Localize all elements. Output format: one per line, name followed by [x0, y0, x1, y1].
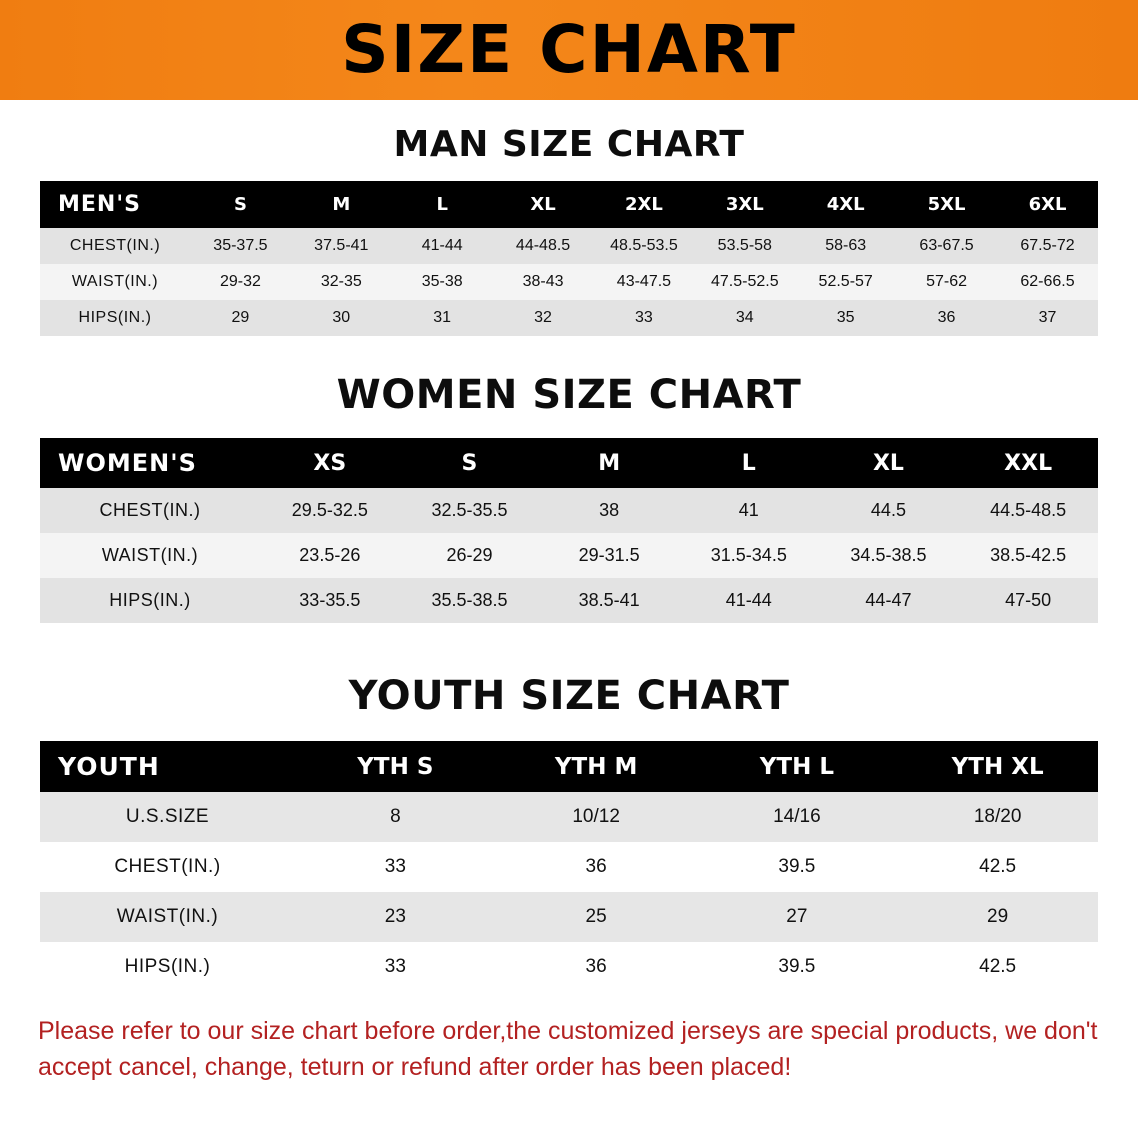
man-row-1-cell-7: 52.5-57	[818, 273, 873, 290]
women-table-wrapper	[40, 438, 1098, 623]
man-header-cell-0: MEN'S	[58, 192, 141, 217]
man-table-header-row	[40, 181, 1098, 228]
man-row-0-cell-9: 67.5-72	[1020, 237, 1075, 254]
youth-row-2-cell-4: 29	[987, 906, 1009, 927]
women-row-1-cell-3: 29-31.5	[578, 545, 640, 565]
page-title: SIZE CHART	[341, 11, 797, 88]
women-row-0-cell-0: CHEST(IN.)	[99, 500, 201, 520]
man-row-1-cell-3: 35-38	[421, 273, 463, 290]
women-row-0-cell-1: 29.5-32.5	[291, 500, 368, 520]
women-header-cell-0: WOMEN'S	[58, 449, 197, 477]
man-header-cell-5: 2XL	[625, 194, 663, 215]
man-row-1-cell-5: 43-47.5	[616, 273, 672, 290]
youth-header-cell-0: YOUTH	[58, 752, 160, 781]
women-header-cell-4: L	[741, 450, 756, 476]
youth-row-3-cell-2: 36	[585, 956, 607, 977]
youth-row-1-cell-3: 39.5	[778, 856, 816, 877]
man-row-2-cell-9: 37	[1038, 309, 1057, 326]
women-row-0-cell-2: 32.5-35.5	[431, 500, 508, 520]
man-row-2-cell-1: 29	[231, 309, 250, 326]
table-row	[40, 792, 1098, 842]
page-banner	[0, 0, 1138, 100]
women-row-2-cell-5: 44-47	[865, 590, 912, 610]
man-table-wrapper	[40, 181, 1098, 336]
man-header-cell-7: 4XL	[826, 194, 865, 215]
youth-row-1-cell-4: 42.5	[979, 856, 1017, 877]
youth-row-1-cell-2: 36	[585, 856, 607, 877]
man-row-1-cell-9: 62-66.5	[1020, 273, 1075, 290]
women-header-cell-5: XL	[872, 450, 904, 476]
man-row-1-cell-8: 57-62	[926, 273, 968, 290]
youth-row-0-cell-1: 8	[390, 806, 401, 827]
women-header-cell-3: M	[598, 450, 621, 476]
youth-row-0-cell-2: 10/12	[572, 806, 620, 827]
women-row-0-cell-3: 38	[599, 500, 620, 520]
youth-row-2-cell-1: 23	[384, 906, 406, 927]
women-row-0-cell-5: 44.5	[870, 500, 906, 520]
women-row-1-cell-2: 26-29	[446, 545, 493, 565]
youth-header-cell-1: YTH S	[357, 753, 434, 780]
youth-row-3-cell-3: 39.5	[778, 956, 816, 977]
women-row-1-cell-5: 34.5-38.5	[850, 545, 927, 565]
man-row-2-cell-0: HIPS(IN.)	[78, 309, 152, 326]
man-row-1-cell-0: WAIST(IN.)	[71, 273, 159, 290]
women-row-2-cell-2: 35.5-38.5	[431, 590, 508, 610]
women-row-2-cell-3: 38.5-41	[578, 590, 640, 610]
table-row	[40, 533, 1098, 578]
women-row-2-cell-6: 47-50	[1005, 590, 1052, 610]
women-row-0-cell-4: 41	[738, 500, 759, 520]
women-row-2-cell-0: HIPS(IN.)	[109, 590, 191, 610]
women-header-cell-6: XXL	[1004, 450, 1053, 476]
youth-row-2-cell-2: 25	[585, 906, 607, 927]
man-row-2-cell-7: 35	[836, 309, 855, 326]
youth-header-cell-4: YTH XL	[951, 753, 1044, 780]
youth-size-table	[40, 741, 1098, 992]
women-table-header-row	[40, 438, 1098, 488]
man-row-0-cell-4: 44-48.5	[515, 237, 571, 254]
man-header-cell-8: 5XL	[927, 194, 966, 215]
youth-header-cell-2: YTH M	[554, 753, 638, 780]
man-header-cell-6: 3XL	[725, 194, 764, 215]
table-row	[40, 842, 1098, 892]
women-row-1-cell-1: 23.5-26	[299, 545, 361, 565]
youth-row-3-cell-4: 42.5	[979, 956, 1017, 977]
man-header-cell-9: 6XL	[1028, 194, 1067, 215]
youth-row-3-cell-1: 33	[384, 956, 406, 977]
youth-row-2-cell-0: WAIST(IN.)	[116, 906, 219, 927]
man-row-0-cell-6: 53.5-58	[717, 237, 772, 254]
youth-row-3-cell-0: HIPS(IN.)	[124, 956, 211, 977]
man-row-2-cell-4: 32	[534, 309, 552, 326]
man-row-1-cell-4: 38-43	[522, 273, 564, 290]
youth-table-wrapper	[40, 741, 1098, 992]
man-row-1-cell-2: 32-35	[320, 273, 362, 290]
man-row-2-cell-5: 33	[635, 309, 653, 326]
man-row-1-cell-6: 47.5-52.5	[711, 273, 779, 290]
women-row-2-cell-4: 41-44	[725, 590, 772, 610]
youth-row-1-cell-0: CHEST(IN.)	[114, 856, 221, 877]
man-row-2-cell-6: 34	[735, 309, 754, 326]
man-section-heading: MAN SIZE CHART	[393, 124, 745, 165]
table-row	[40, 578, 1098, 623]
youth-row-1-cell-1: 33	[384, 856, 406, 877]
man-row-0-cell-0: CHEST(IN.)	[69, 237, 161, 254]
table-row	[40, 264, 1098, 300]
man-row-2-cell-8: 36	[937, 309, 956, 326]
man-row-0-cell-2: 37.5-41	[314, 237, 369, 254]
youth-row-2-cell-3: 27	[786, 906, 808, 927]
man-header-cell-3: L	[436, 194, 448, 215]
table-row	[40, 942, 1098, 992]
youth-row-0-cell-0: U.S.SIZE	[125, 806, 210, 827]
man-size-table	[40, 181, 1098, 336]
man-row-2-cell-2: 30	[332, 309, 351, 326]
man-row-0-cell-1: 35-37.5	[213, 237, 268, 254]
women-row-1-cell-6: 38.5-42.5	[990, 545, 1067, 565]
youth-section-heading: YOUTH SIZE CHART	[348, 673, 790, 719]
man-header-cell-4: XL	[530, 194, 556, 215]
man-row-0-cell-7: 58-63	[825, 237, 867, 254]
table-row	[40, 488, 1098, 533]
table-row	[40, 300, 1098, 336]
women-row-2-cell-1: 33-35.5	[299, 590, 361, 610]
man-row-0-cell-8: 63-67.5	[919, 237, 974, 254]
women-row-1-cell-0: WAIST(IN.)	[101, 545, 199, 565]
youth-row-0-cell-4: 18/20	[973, 806, 1022, 827]
youth-table-header-row	[40, 741, 1098, 792]
man-header-cell-2: M	[332, 194, 351, 215]
man-row-2-cell-3: 31	[433, 309, 452, 326]
man-row-1-cell-1: 29-32	[219, 273, 261, 290]
man-row-0-cell-5: 48.5-53.5	[610, 237, 678, 254]
youth-row-0-cell-3: 14/16	[773, 806, 821, 827]
women-row-0-cell-6: 44.5-48.5	[990, 500, 1067, 520]
table-row	[40, 892, 1098, 942]
women-section-heading: WOMEN SIZE CHART	[336, 372, 802, 418]
women-size-table	[40, 438, 1098, 623]
youth-header-cell-3: YTH L	[759, 753, 834, 780]
women-header-cell-1: XS	[313, 450, 347, 476]
man-row-0-cell-3: 41-44	[421, 237, 463, 254]
women-header-cell-2: S	[461, 450, 478, 476]
man-header-cell-1: S	[233, 194, 247, 215]
women-row-1-cell-4: 31.5-34.5	[710, 545, 787, 565]
disclaimer-note: Please refer to our size chart before order,the customized jerseys are special products, we don't accept cancel, change, teturn or refund after order has been placed!	[38, 1017, 1098, 1081]
table-row	[40, 228, 1098, 264]
